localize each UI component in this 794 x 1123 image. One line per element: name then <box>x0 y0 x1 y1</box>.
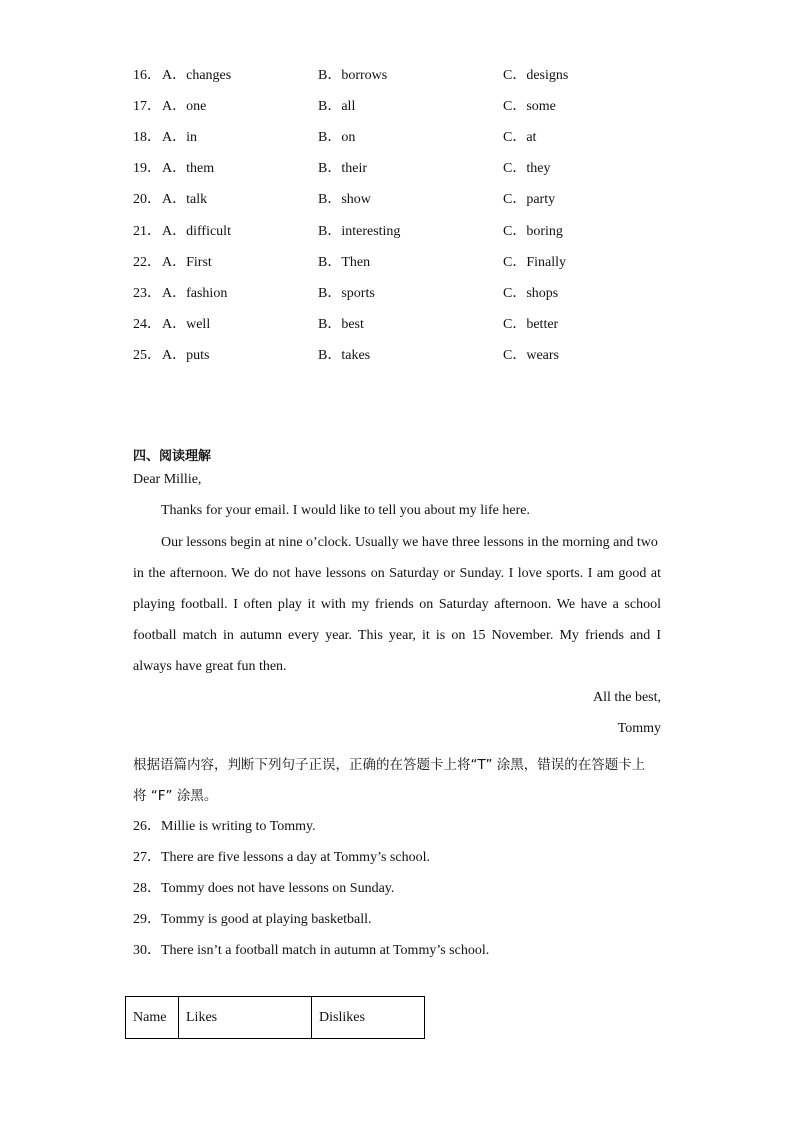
letter-paragraph-1: Thanks for your email. I would like to tell you about my life here. <box>161 503 530 518</box>
question-number: 22． <box>133 255 161 270</box>
table-header-name: Name <box>126 997 179 1039</box>
question-number: 25． <box>133 348 161 363</box>
letter-paragraph-2-line: always have great fun then. <box>133 659 287 674</box>
instruction-line: 根据语篇内容，判断下列句子正误，正确的在答题卡上将“T” 涂黑，错误的在答题卡上 <box>133 757 646 773</box>
option-c: C．better <box>503 317 559 332</box>
table-header-dislikes: Dislikes <box>312 997 425 1039</box>
letter-signature: Tommy <box>617 721 661 736</box>
likes-table <box>125 996 425 1039</box>
option-b: B．all <box>318 99 356 114</box>
option-a: A．First <box>162 255 212 270</box>
question-number: 17． <box>133 99 161 114</box>
letter-paragraph-2-line: playing football. I often play it with my friends on Saturday afternoon. We have a school <box>133 597 661 612</box>
question-number: 24． <box>133 317 161 332</box>
letter-closing: All the best, <box>592 690 661 705</box>
option-a: A．difficult <box>162 224 231 239</box>
option-c: C．at <box>503 130 537 145</box>
statement-item: 29．Tommy is good at playing basketball. <box>133 912 372 927</box>
option-a: A．them <box>162 161 215 176</box>
table-row <box>126 997 425 1039</box>
option-b: B．interesting <box>318 224 401 239</box>
question-number: 18． <box>133 130 161 145</box>
option-b: B．Then <box>318 255 371 270</box>
option-b: B．borrows <box>318 68 388 83</box>
instruction-line: 将 “F” 涂黑。 <box>133 788 218 804</box>
option-c: C．some <box>503 99 556 114</box>
statement-item: 26．Millie is writing to Tommy. <box>133 819 316 834</box>
letter-paragraph-2-line: Our lessons begin at nine o’clock. Usually we have three lessons in the morning and two <box>161 535 658 550</box>
option-c: C．they <box>503 161 551 176</box>
question-number: 16． <box>133 68 161 83</box>
option-a: A．in <box>162 130 197 145</box>
option-b: B．their <box>318 161 367 176</box>
letter-paragraph-2-line: in the afternoon. We do not have lessons on Saturday or Sunday. I love sports. I am good at <box>133 566 661 581</box>
option-b: B．show <box>318 192 371 207</box>
option-a: A．changes <box>162 68 232 83</box>
option-c: C．designs <box>503 68 569 83</box>
option-b: B．best <box>318 317 364 332</box>
option-c: C．boring <box>503 224 563 239</box>
question-number: 21． <box>133 224 161 239</box>
option-a: A．fashion <box>162 286 228 301</box>
option-c: C．party <box>503 192 556 207</box>
option-a: A．talk <box>162 192 208 207</box>
letter-greeting: Dear Millie, <box>133 472 202 487</box>
statement-item: 28．Tommy does not have lessons on Sunday. <box>133 881 395 896</box>
option-a: A．well <box>162 317 211 332</box>
letter-paragraph-2-line: football match in autumn every year. This year, it is on 15 November. My friends and I <box>133 628 661 643</box>
option-b: B．takes <box>318 348 371 363</box>
question-number: 23． <box>133 286 161 301</box>
option-a: A．puts <box>162 348 210 363</box>
section-title: 四、阅读理解 <box>133 449 212 464</box>
option-b: B．on <box>318 130 356 145</box>
option-b: B．sports <box>318 286 375 301</box>
statement-item: 30．There isn’t a football match in autumn at Tommy’s school. <box>133 943 490 958</box>
question-number: 20． <box>133 192 161 207</box>
option-a: A．one <box>162 99 207 114</box>
question-number: 19． <box>133 161 161 176</box>
option-c: C．shops <box>503 286 559 301</box>
option-c: C．Finally <box>503 255 567 270</box>
option-c: C．wears <box>503 348 559 363</box>
table-header-likes: Likes <box>179 997 312 1039</box>
statement-item: 27．There are five lessons a day at Tommy’s school. <box>133 850 430 865</box>
